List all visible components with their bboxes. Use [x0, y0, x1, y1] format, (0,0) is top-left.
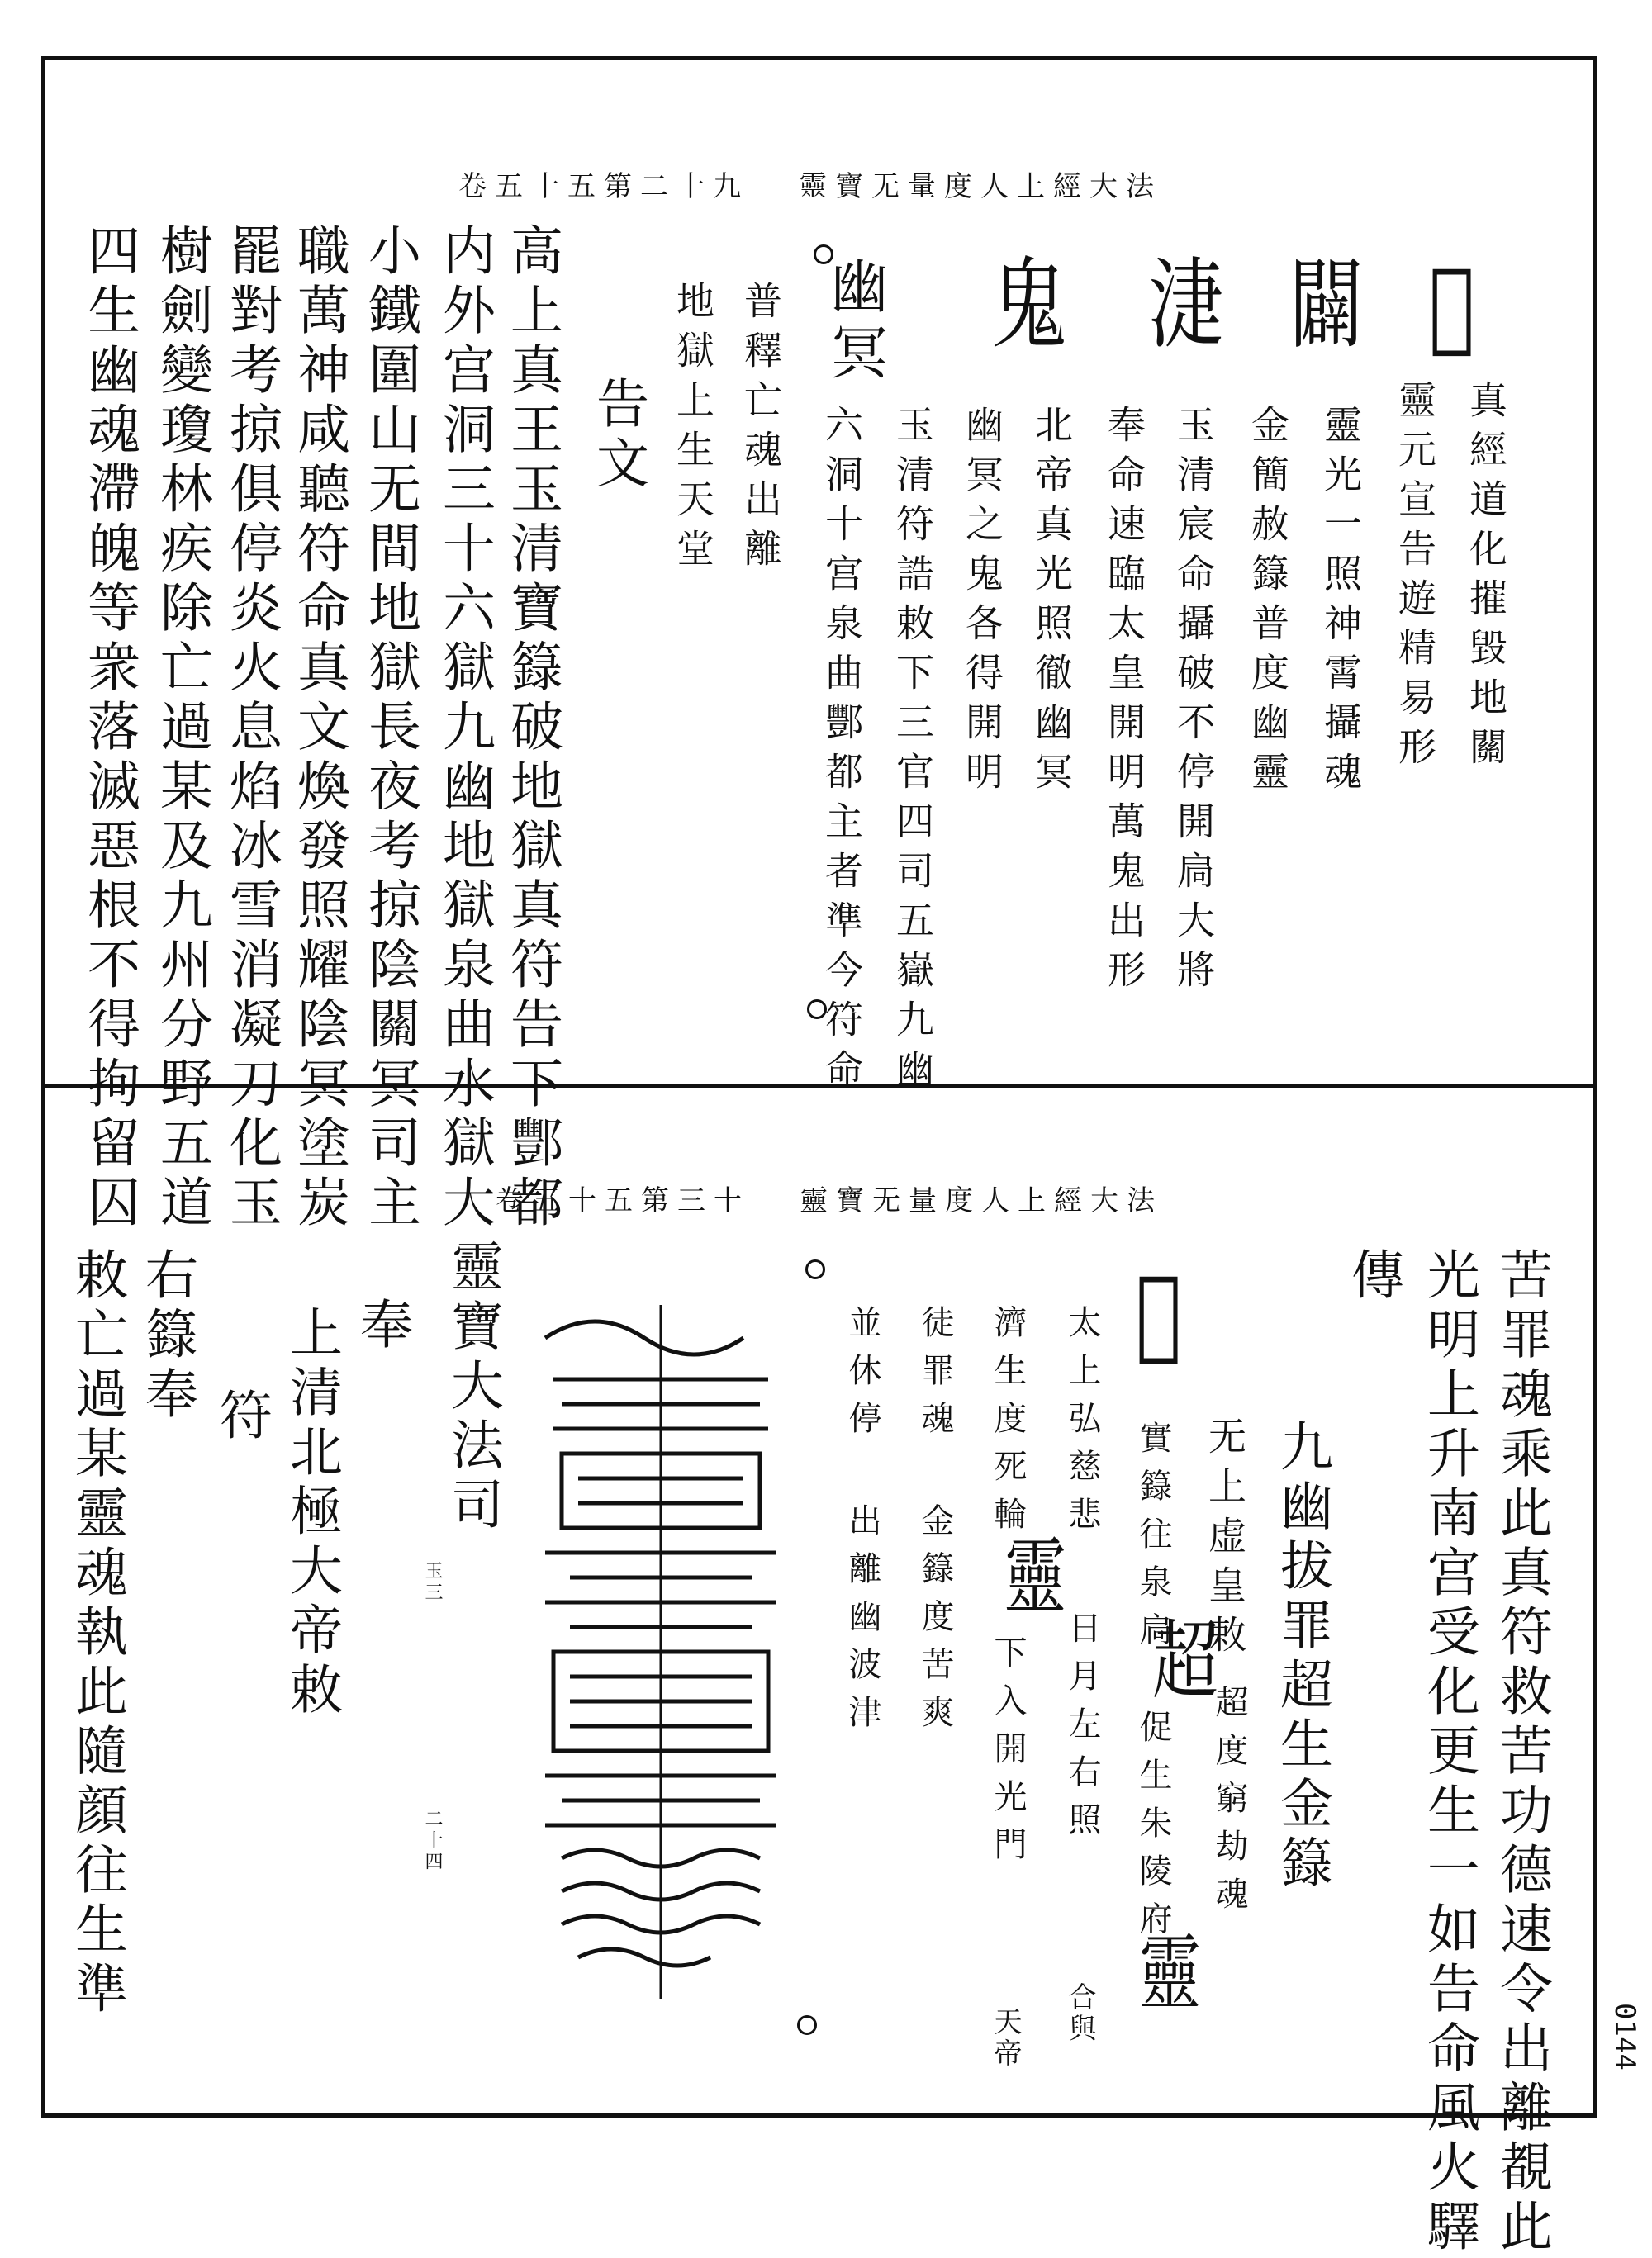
bottom-col-22: 符: [211, 1388, 272, 1447]
margin-page-number: 0144: [1608, 2003, 1641, 2071]
seal-glyph-2: 闢: [1289, 247, 1365, 363]
top-col-9: 玉清符誥敕下三官四司五嶽九幽: [890, 405, 935, 1098]
top-col-20: 四生幽魂滯魄等衆落滅惡根不得拘留囚: [78, 223, 140, 1234]
talisman-figure: [529, 1288, 793, 2015]
top-col-11: 普釋亡魂出離: [738, 281, 783, 578]
bottom-col-10: 日月左右照: [1063, 1610, 1101, 1850]
bottom-col-18: 出離幽波津: [843, 1503, 881, 1743]
top-col-13: 告文: [587, 376, 648, 495]
bottom-col-13: 下入開光門: [989, 1635, 1027, 1875]
seal-glyph-1: 𣶏: [1148, 247, 1225, 363]
bottom-col-7: 實籙往泉扃: [1134, 1421, 1172, 1660]
bottom-col-11: 合與: [1063, 1982, 1096, 2045]
binding-hole: [807, 999, 827, 1019]
bottom-col-4: 九幽拔罪超生金籙: [1271, 1419, 1332, 1895]
bottom-col-16: 金籙度苦爽: [916, 1503, 954, 1743]
top-col-6: 奉命速臨太皇開明萬鬼出形: [1102, 405, 1146, 999]
bottom-col-24: 敕亡過某靈魂執此隨顔往生準: [66, 1247, 127, 2020]
bottom-col-15: 徒罪魂: [916, 1305, 954, 1449]
bottom-col-21: 上清北極大帝敕: [281, 1305, 342, 1721]
binding-hole: [805, 1259, 825, 1279]
bottom-seal-glyph-4: 靈: [1004, 1528, 1066, 1625]
bottom-col-1: 苦罪魂乘此真符救苦功德速令出離覩此: [1491, 1247, 1552, 2258]
top-col-14: 高上真王玉清寶籙破地獄真符告下酆都: [501, 223, 563, 1234]
bottom-col-3: 傳: [1342, 1247, 1403, 1307]
top-col-19: 樹劍變瓊林疾除亡過某及九州分野五道: [151, 223, 212, 1234]
binding-hole: [797, 2015, 817, 2035]
talisman-svg: [529, 1288, 793, 2015]
bottom-col-6: 超度窮劫魂: [1210, 1685, 1248, 1924]
top-col-16: 小鐵圍山无間地獄長夜考掠陰關冥司主: [359, 223, 420, 1234]
top-col-2: 靈元宣告遊精易形: [1393, 380, 1437, 776]
top-col-1: 真經道化摧毀地關: [1464, 380, 1508, 776]
bottom-note-1: 玉三: [422, 1561, 443, 1604]
bottom-col-14: 天帝: [989, 2007, 1022, 2070]
header-bottom-volume: 卷五十五第三十: [496, 1184, 750, 1217]
top-col-12: 地獄上生天堂: [671, 281, 715, 578]
top-col-7: 北帝真光照徹幽冥: [1029, 405, 1074, 801]
bottom-col-12: 濟生度死輪: [989, 1305, 1027, 1544]
top-col-10: 六洞十宫泉曲酆都主者準今符命: [819, 405, 864, 1098]
header-top: [458, 168, 1162, 205]
bottom-col-2: 光明上升南宫受化更生一如告命風火驛: [1418, 1247, 1479, 2258]
seal-glyph-3: 𩙻: [1429, 247, 1475, 363]
top-col-18: 罷對考掠俱停炎火息焰冰雪消凝刀化玉: [221, 223, 282, 1234]
bottom-seal-glyph-2: 超: [1152, 1610, 1218, 1711]
bottom-note-2: 二十四: [422, 1809, 443, 1873]
talisman-stroke: [545, 1321, 743, 1354]
bottom-seal-glyph-1: 𩙻: [1136, 1255, 1182, 1370]
top-col-5: 玉清宸命攝破不停開扃大將: [1171, 405, 1216, 999]
top-col-17: 職萬神咸聽符命真文煥發照耀陰冥塗炭: [288, 223, 349, 1234]
top-col-3: 靈光一照神霄攝魂: [1318, 405, 1363, 801]
top-col-8: 幽冥之鬼各得開明: [960, 405, 1004, 801]
seal-glyph-4: 鬼: [991, 247, 1068, 363]
header-top-volume: 卷五十五第二十九: [458, 170, 749, 203]
talisman-stroke: [578, 1949, 710, 1966]
bottom-col-5: 无上虚皇敕: [1203, 1416, 1247, 1664]
top-col-4: 金簡赦籙普度幽靈: [1246, 405, 1290, 801]
bottom-col-20: 奉: [351, 1297, 412, 1356]
seal-glyph-5: 幽冥: [821, 256, 889, 388]
bottom-col-17: 並休停: [843, 1305, 881, 1449]
bottom-col-9: 太上弘慈悲: [1063, 1305, 1101, 1544]
bottom-col-19: 靈寶大法司: [442, 1239, 503, 1536]
bottom-seal-glyph-3: 靈: [1138, 1924, 1201, 2021]
bottom-col-8: 促生朱陵府: [1134, 1710, 1172, 1949]
binding-hole: [814, 244, 833, 264]
header-bottom-title: 靈寶无量度人上經大法: [800, 1184, 1163, 1217]
header-bottom: [496, 1183, 1163, 1219]
top-col-15: 内外宫洞三十六獄九幽地獄泉曲水獄大: [434, 223, 495, 1234]
bottom-col-23: 右籙奉: [136, 1247, 197, 1425]
header-top-title: 靈寶无量度人上經大法: [799, 170, 1162, 203]
